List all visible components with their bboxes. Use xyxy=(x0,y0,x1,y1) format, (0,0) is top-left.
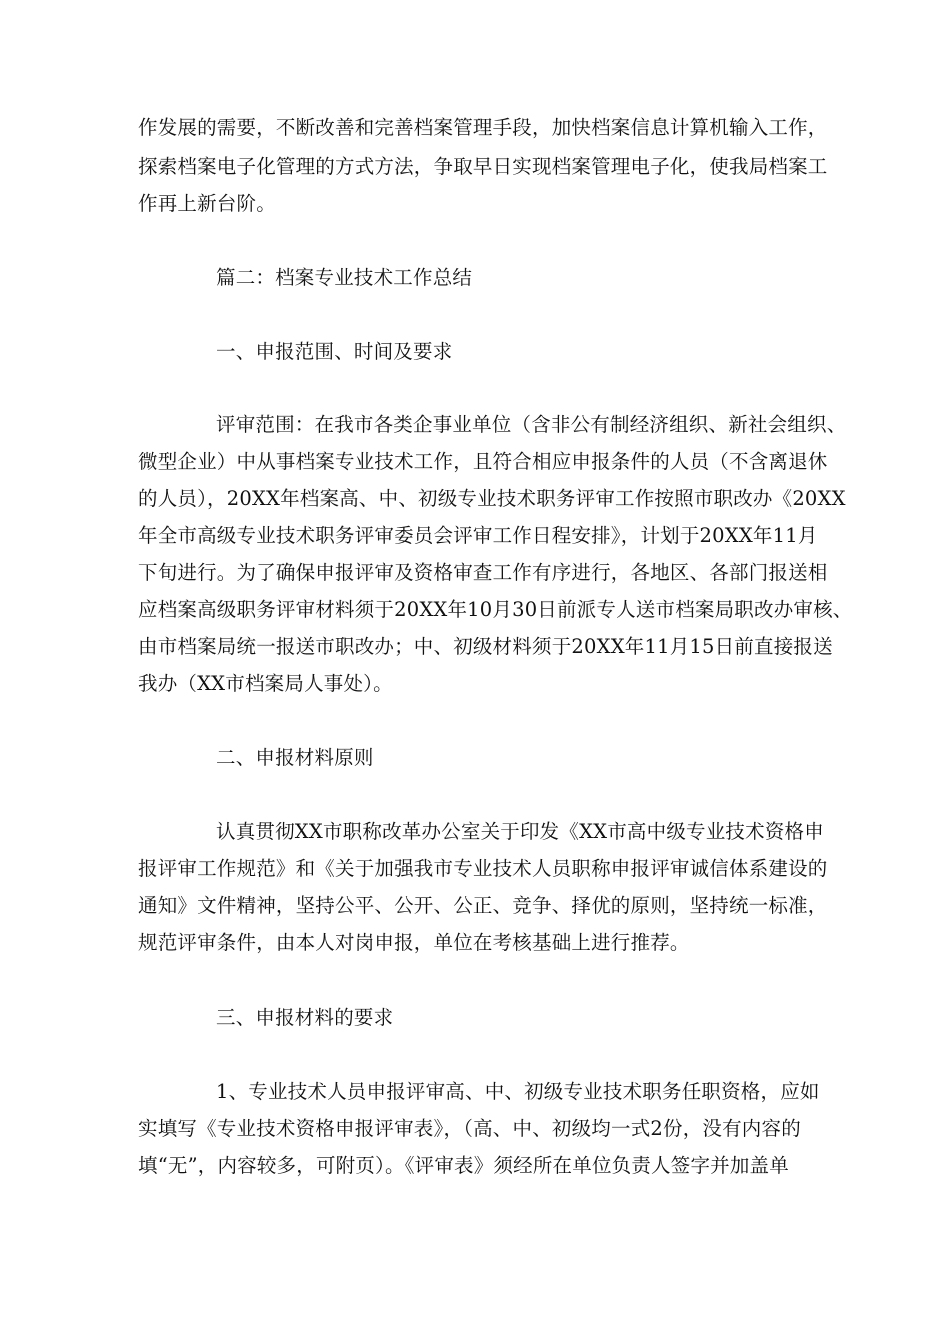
paragraph-line: 1、专业技术人员申报评审高、中、初级专业技术职务任职资格，应如 xyxy=(216,1080,820,1103)
section-heading: 三、申报材料的要求 xyxy=(216,1006,394,1029)
paragraph-line: 规范评审条件，由本人对岗申报，单位在考核基础上进行推荐。 xyxy=(138,931,690,954)
section-heading: 一、申报范围、时间及要求 xyxy=(216,340,453,363)
paragraph-line: 填“无”，内容较多，可附页）。《评审表》须经所在单位负责人签字并加盖单 xyxy=(138,1154,789,1177)
paragraph-line: 我办（XX市档案局人事处）。 xyxy=(138,672,393,695)
paragraph-line: 通知》文件精神，坚持公平、公开、公正、竞争、择优的原则，坚持统一标准， xyxy=(138,894,828,917)
paragraph-line: 认真贯彻XX市职称改革办公室关于印发《XX市高中级专业技术资格申 xyxy=(216,820,824,843)
paragraph-line: 由市档案局统一报送市职改办；中、初级材料须于20XX年11月15日前直接报送 xyxy=(138,635,833,658)
paragraph-line: 下旬进行。为了确保申报评审及资格审查工作有序进行，各地区、各部门报送相 xyxy=(138,561,828,584)
paragraph-line: 微型企业）中从事档案专业技术工作，且符合相应申报条件的人员（不含离退休 xyxy=(138,450,828,473)
paragraph-line: 报评审工作规范》和《关于加强我市专业技术人员职称申报评审诚信体系建设的 xyxy=(138,857,828,880)
paragraph-line: 评审范围：在我市各类企事业单位（含非公有制经济组织、新社会组织、 xyxy=(216,413,847,436)
paragraph-line: 应档案高级职务评审材料须于20XX年10月30日前派专人送市档案局职改办审核、 xyxy=(138,598,853,621)
paragraph-line: 实填写《专业技术资格申报评审表》，（高、中、初级均一式2份，没有内容的 xyxy=(138,1117,801,1140)
paragraph-line: 年全市高级专业技术职务评审委员会评审工作日程安排》，计划于20XX年11月 xyxy=(138,524,818,547)
paragraph-line: 作发展的需要，不断改善和完善档案管理手段，加快档案信息计算机输入工作， xyxy=(138,116,828,139)
paragraph-line: 的人员），20XX年档案高、中、初级专业技术职务评审工作按照市职改办《20XX xyxy=(138,487,846,510)
section-heading: 二、申报材料原则 xyxy=(216,746,374,769)
section-title: 篇二：档案专业技术工作总结 xyxy=(216,266,473,289)
paragraph-line: 作再上新台阶。 xyxy=(138,192,276,215)
paragraph-line: 探索档案电子化管理的方式方法，争取早日实现档案管理电子化，使我局档案工 xyxy=(138,155,828,178)
